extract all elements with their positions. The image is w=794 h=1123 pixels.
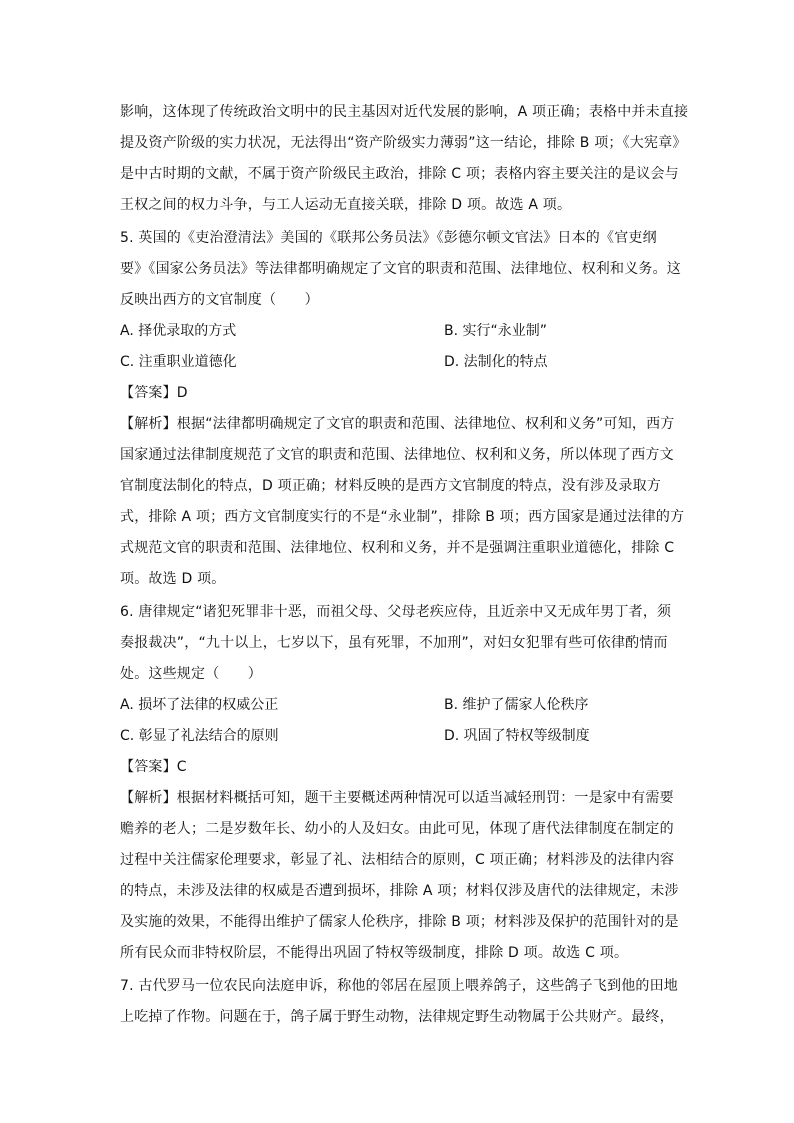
- question-5-stem: 要》《国家公务员法》等法律都明确规定了文官的职责和范围、法律地位、权利和义务。这: [120, 261, 681, 277]
- q5-option-a: A. 择优录取的方式: [120, 323, 237, 339]
- q5-answer: 【答案】D: [120, 385, 188, 401]
- q5-analysis: 官制度法制化的特点，D 项正确；材料反映的是西方文官制度的特点，没有涉及录取方: [120, 478, 662, 494]
- q5-analysis: 国家通过法律制度规范了文官的职责和范围、法律地位、权利和义务，所以体现了西方文: [120, 447, 674, 463]
- q6-option-d: D. 巩固了特权等级制度: [444, 728, 590, 744]
- q5-option-d: D. 法制化的特点: [444, 354, 548, 370]
- q6-option-b: B. 维护了儒家人伦秩序: [444, 697, 589, 713]
- question-7-stem: 上吃掉了作物。问题在于，鸽子属于野生动物，法律规定野生动物属于公共财产。最终，: [120, 1009, 674, 1025]
- q5-option-c: C. 注重职业道德化: [120, 354, 237, 370]
- question-6-stem: 奏报裁决”，“九十以上，七岁以下，虽有死罪，不加刑”，对妇女犯罪有些可依律酌情而: [120, 635, 668, 651]
- question-5-stem: 反映出西方的文官制度（ ）: [120, 292, 319, 308]
- text-line: 提及资产阶级的实力状况，无法得出“资产阶级实力薄弱”这一结论，排除 B 项；《大宪章》: [120, 135, 687, 151]
- question-6-stem: 6. 唐律规定“诸犯死罪非十恶，而祖父母、父母老疾应侍，且近亲中又无成年男丁者，须: [120, 604, 672, 620]
- q6-option-a: A. 损坏了法律的权威公正: [120, 697, 279, 713]
- q6-analysis: 赡养的老人；二是岁数年长、幼小的人及妇女。由此可见，体现了唐代法律制度在制定的: [120, 821, 674, 837]
- text-line: 是中古时期的文献，不属于资产阶级民主政治，排除 C 项；表格内容主要关注的是议会与: [120, 166, 679, 182]
- q6-analysis: 【解析】根据材料概括可知，题干主要概述两种情况可以适当减轻刑罚：一是家中有需要: [120, 790, 674, 806]
- question-6-stem: 处。这些规定（ ）: [120, 666, 262, 682]
- q6-answer: 【答案】C: [120, 759, 187, 775]
- q6-analysis: 所有民众而非特权阶层，不能得出巩固了特权等级制度，排除 D 项。故选 C 项。: [120, 945, 629, 961]
- text-line: 王权之间的权力斗争，与工人运动无直接关联，排除 D 项。故选 A 项。: [120, 197, 572, 213]
- q6-analysis: 的特点，未涉及法律的权威是否遭到损坏，排除 A 项；材料仅涉及唐代的法律规定，未涉: [120, 883, 679, 899]
- q5-analysis: 【解析】根据“法律都明确规定了文官的职责和范围、法律地位、权利和义务”可知，西方: [120, 416, 675, 432]
- q5-option-b: B. 实行“永业制”: [444, 323, 548, 339]
- question-7-stem: 7. 古代罗马一位农民向法庭申诉，称他的邻居在屋顶上喂养鸽子，这些鸽子飞到他的田地: [120, 978, 679, 994]
- q5-analysis: 式规范文官的职责和范围、法律地位、权利和义务，并不是强调注重职业道德化，排除 C: [120, 540, 675, 556]
- q6-analysis: 及实施的效果，不能得出维护了儒家人伦秩序，排除 B 项；材料涉及保护的范围针对的是: [120, 914, 679, 930]
- question-5-stem: 5. 英国的《吏治澄清法》美国的《联邦公务员法》《彭德尔顿文官法》日本的《官吏纲: [120, 230, 657, 246]
- q5-analysis: 项。故选 D 项。: [120, 571, 226, 587]
- text-line: 影响，这体现了传统政治文明中的民主基因对近代发展的影响，A 项正确；表格中并未直接: [120, 104, 689, 120]
- q5-analysis: 式，排除 A 项；西方文官制度实行的不是“永业制”，排除 B 项；西方国家是通过法律的方: [120, 509, 685, 525]
- q6-option-c: C. 彰显了礼法结合的原则: [120, 728, 279, 744]
- q6-analysis: 过程中关注儒家伦理要求，彰显了礼、法相结合的原则，C 项正确；材料涉及的法律内容: [120, 852, 675, 868]
